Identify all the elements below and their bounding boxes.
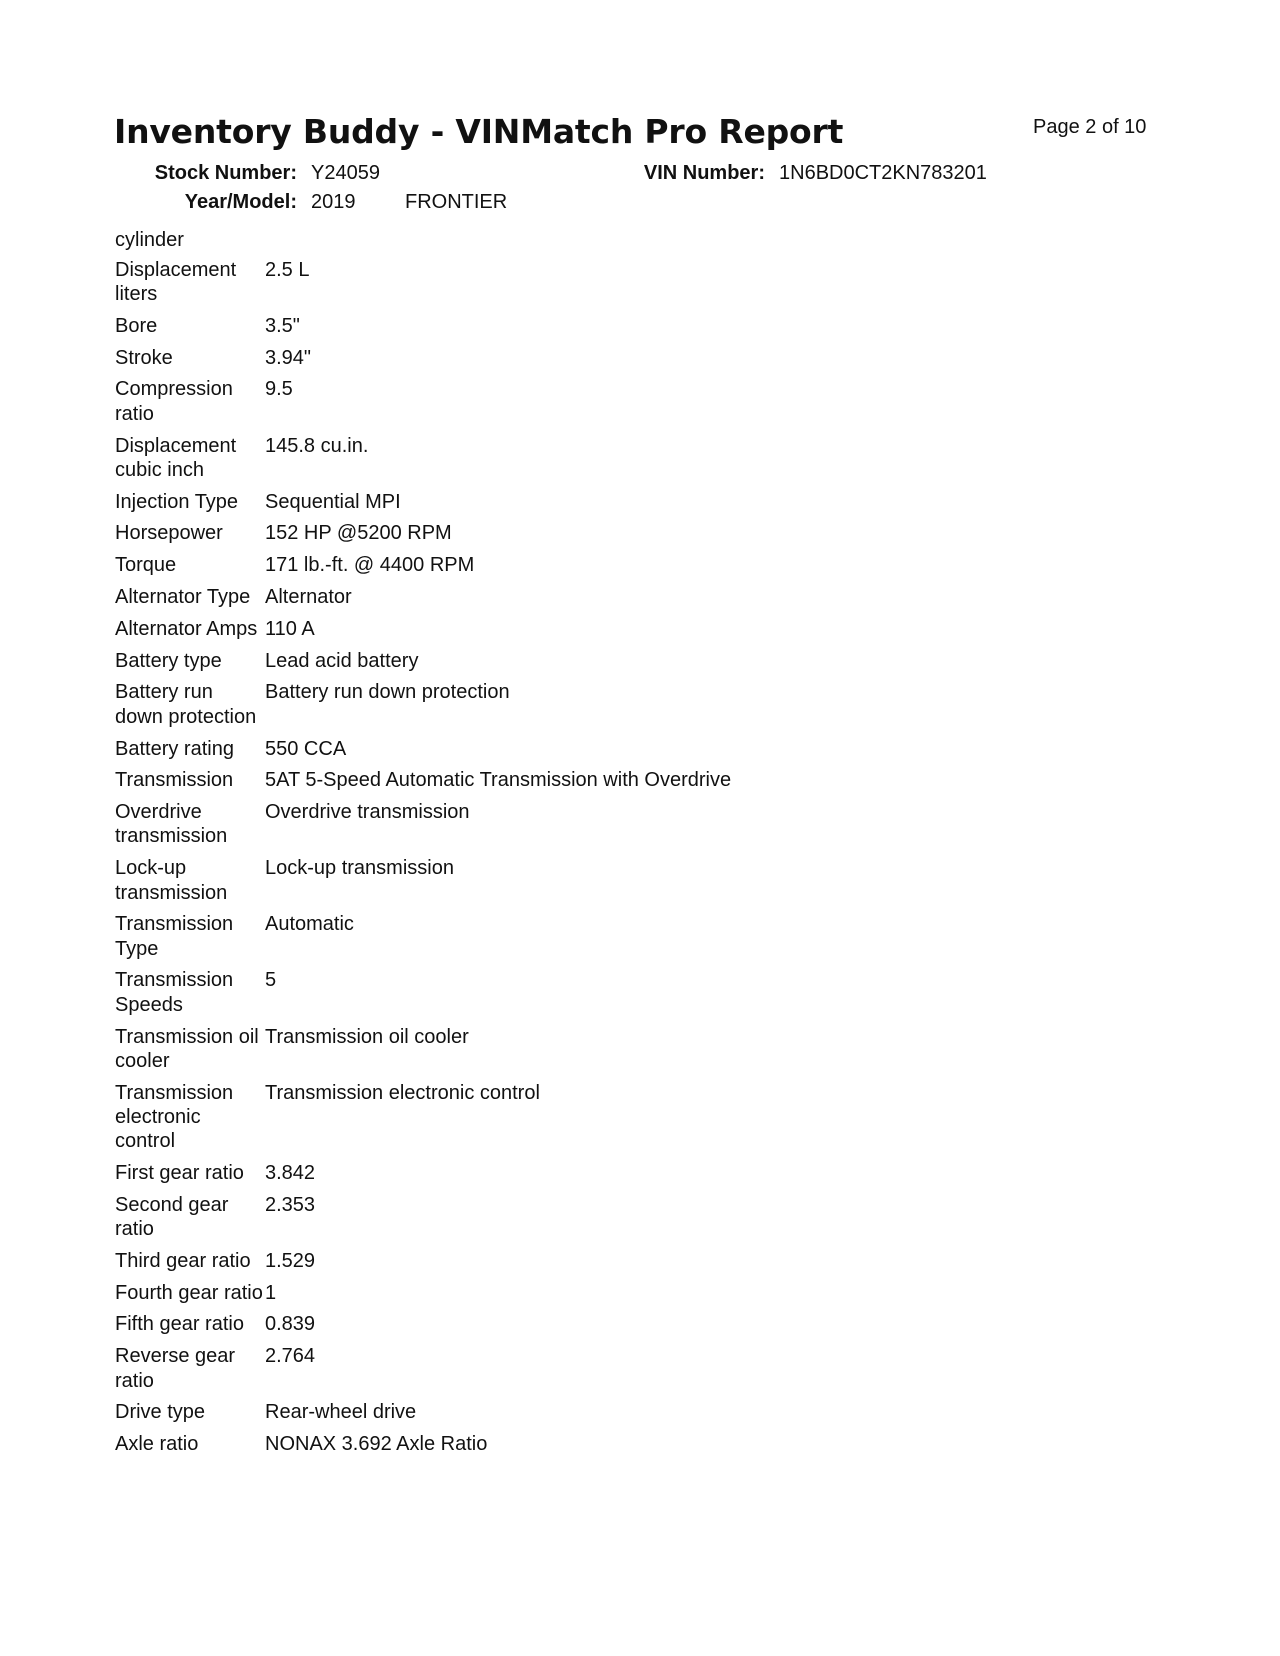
- spec-value: 9.5: [265, 378, 293, 401]
- spec-value: 3.94": [265, 346, 312, 369]
- spec-row: [115, 434, 1015, 490]
- spec-value: 171 lb.-ft. @ 4400 RPM: [265, 554, 475, 577]
- spec-value: Automatic: [265, 913, 354, 936]
- spec-label: Transmission Type: [115, 913, 234, 960]
- spec-label: Injection Type: [115, 490, 239, 513]
- spec-label: Stroke: [115, 346, 173, 369]
- spec-label: Alternator Type: [115, 586, 251, 609]
- spec-row: [115, 377, 1015, 433]
- spec-value: 3.842: [265, 1162, 316, 1184]
- spec-row: [115, 912, 1015, 968]
- spec-row: [115, 490, 1015, 522]
- spec-row: [115, 1081, 1015, 1161]
- spec-list: [115, 228, 1015, 1464]
- spec-value: 152 HP @5200 RPM: [265, 522, 452, 545]
- spec-label: Lock-up transmission: [115, 857, 228, 904]
- year-value: 2019: [311, 191, 356, 213]
- stock-number-label: Stock Number:: [154, 162, 297, 184]
- spec-value: 3.5": [265, 314, 300, 337]
- spec-label: Battery run down protection: [115, 681, 257, 728]
- vin-number-value: 1N6BD0CT2KN783201: [779, 162, 987, 184]
- spec-value: 2.764: [265, 1345, 316, 1368]
- spec-value: 550 CCA: [265, 737, 347, 760]
- spec-value: Battery run down protection: [265, 681, 510, 704]
- stock-number-value: Y24059: [311, 162, 380, 184]
- spec-row: [115, 800, 1015, 856]
- spec-row: [115, 1432, 1015, 1464]
- spec-label: Battery rating: [115, 737, 234, 760]
- spec-row: [115, 585, 1015, 617]
- spec-row: [115, 1400, 1015, 1432]
- spec-label: Bore: [115, 314, 158, 337]
- spec-value: [265, 228, 1015, 252]
- spec-value: Transmission electronic control: [265, 1081, 540, 1104]
- spec-label: Overdrive transmission: [115, 801, 228, 848]
- spec-label: First gear ratio: [115, 1162, 244, 1184]
- spec-value: 2.5 L: [265, 258, 310, 281]
- spec-label: Fourth gear ratio: [115, 1281, 263, 1304]
- spec-value: 145.8 cu.in.: [265, 434, 369, 457]
- spec-value: Rear-wheel drive: [265, 1401, 417, 1424]
- spec-row: [115, 856, 1015, 912]
- spec-row: [115, 314, 1015, 346]
- spec-row: [115, 228, 1015, 258]
- spec-label: Transmission Speeds: [115, 969, 234, 1016]
- spec-row: [115, 1281, 1015, 1313]
- spec-row: [115, 258, 1015, 314]
- spec-label: Axle ratio: [115, 1433, 199, 1456]
- spec-value: 110 A: [265, 617, 315, 640]
- spec-value: Lead acid battery: [265, 649, 419, 672]
- spec-label: Alternator Amps: [115, 617, 258, 640]
- spec-label: Horsepower: [115, 522, 223, 545]
- spec-row: [115, 1193, 1015, 1249]
- vin-number-label: VIN Number:: [643, 162, 765, 184]
- spec-value: 5: [265, 969, 277, 992]
- spec-row: [115, 1344, 1015, 1400]
- spec-value: 5AT 5-Speed Automatic Transmission with Overdrive: [265, 769, 732, 792]
- spec-row: [115, 553, 1015, 585]
- report-title: Inventory Buddy - VINMatch Pro Report: [114, 112, 844, 151]
- spec-label: Torque: [115, 554, 177, 577]
- spec-value: Transmission oil cooler: [265, 1025, 469, 1048]
- spec-row: [115, 617, 1015, 649]
- spec-row: [115, 737, 1015, 769]
- spec-label: Reverse gear ratio: [115, 1345, 236, 1392]
- spec-label: Battery type: [115, 649, 222, 672]
- year-model-label: Year/Model:: [184, 191, 297, 213]
- spec-row: [115, 680, 1015, 736]
- spec-value: Sequential MPI: [265, 490, 401, 513]
- spec-row: [115, 768, 1015, 800]
- model-value: FRONTIER: [405, 191, 508, 213]
- spec-row: [115, 521, 1015, 553]
- spec-value: NONAX 3.692 Axle Ratio: [265, 1433, 488, 1456]
- spec-label: Second gear ratio: [115, 1193, 229, 1241]
- spec-value: 1: [265, 1281, 277, 1304]
- spec-label: cylinder: [115, 229, 184, 251]
- spec-label: Transmission electronic control: [115, 1081, 234, 1153]
- spec-label: Transmission: [115, 769, 234, 792]
- spec-value: Overdrive transmission: [265, 801, 470, 824]
- spec-value: 2.353: [265, 1193, 316, 1216]
- page-number: Page 2 of 10: [1033, 116, 1147, 138]
- spec-value: 1.529: [265, 1249, 316, 1272]
- spec-row: [115, 1312, 1015, 1344]
- spec-label: Drive type: [115, 1401, 206, 1424]
- spec-row: [115, 346, 1015, 378]
- spec-row: [115, 649, 1015, 681]
- spec-value: Lock-up transmission: [265, 857, 454, 880]
- spec-value: Alternator: [265, 586, 352, 609]
- spec-row: [115, 1161, 1015, 1193]
- spec-row: [115, 1249, 1015, 1281]
- spec-label: Displacement liters: [115, 258, 237, 306]
- spec-label: Displacement cubic inch: [115, 434, 237, 481]
- spec-row: [115, 968, 1015, 1024]
- spec-value: 0.839: [265, 1313, 316, 1336]
- spec-row: [115, 1025, 1015, 1081]
- spec-label: Third gear ratio: [115, 1249, 251, 1272]
- spec-label: Compression ratio: [115, 378, 233, 425]
- spec-label: Transmission oil cooler: [115, 1025, 259, 1072]
- spec-label: Fifth gear ratio: [115, 1313, 244, 1336]
